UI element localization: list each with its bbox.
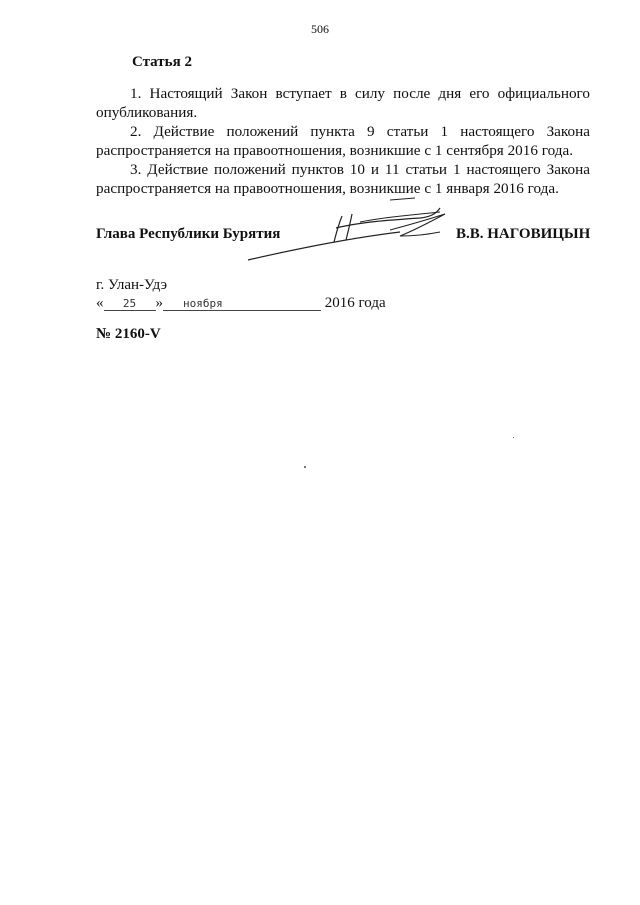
law-number: № 2160-V: [96, 326, 161, 342]
paragraph-2-container: [96, 122, 590, 160]
date-close-quote: »: [155, 295, 163, 311]
paragraph-1: 1. Настоящий Закон вступает в силу после дня его официального опубликования.: [96, 85, 590, 121]
date-open-quote: «: [96, 295, 104, 311]
city: г. Улан-Удэ: [96, 277, 168, 293]
paragraph-1-container: [96, 84, 590, 122]
scan-speck: [513, 437, 514, 438]
date-day: 25: [104, 297, 156, 311]
handwritten-signature: [240, 192, 460, 264]
signer-position: Глава Республики Бурятия: [96, 226, 281, 242]
article-title: Статья 2: [132, 54, 192, 70]
paragraph-2: 2. Действие положений пункта 9 статьи 1 настоящего Закона распространяется на правоотношения, возникшие с 1 сентября 2016 года.: [96, 123, 590, 159]
paragraph-3: 3. Действие положений пунктов 10 и 11 статьи 1 настоящего Закона распространяется на правоотношения, возникшие с 1 января 2016 года.: [96, 161, 590, 197]
date-year: 2016 года: [324, 295, 386, 311]
signing-date: [96, 295, 386, 312]
signer-name: В.В. НАГОВИЦЫН: [456, 226, 591, 242]
scan-speck: [304, 466, 306, 468]
date-month: ноября: [163, 297, 321, 311]
page-number: 506: [311, 22, 329, 36]
